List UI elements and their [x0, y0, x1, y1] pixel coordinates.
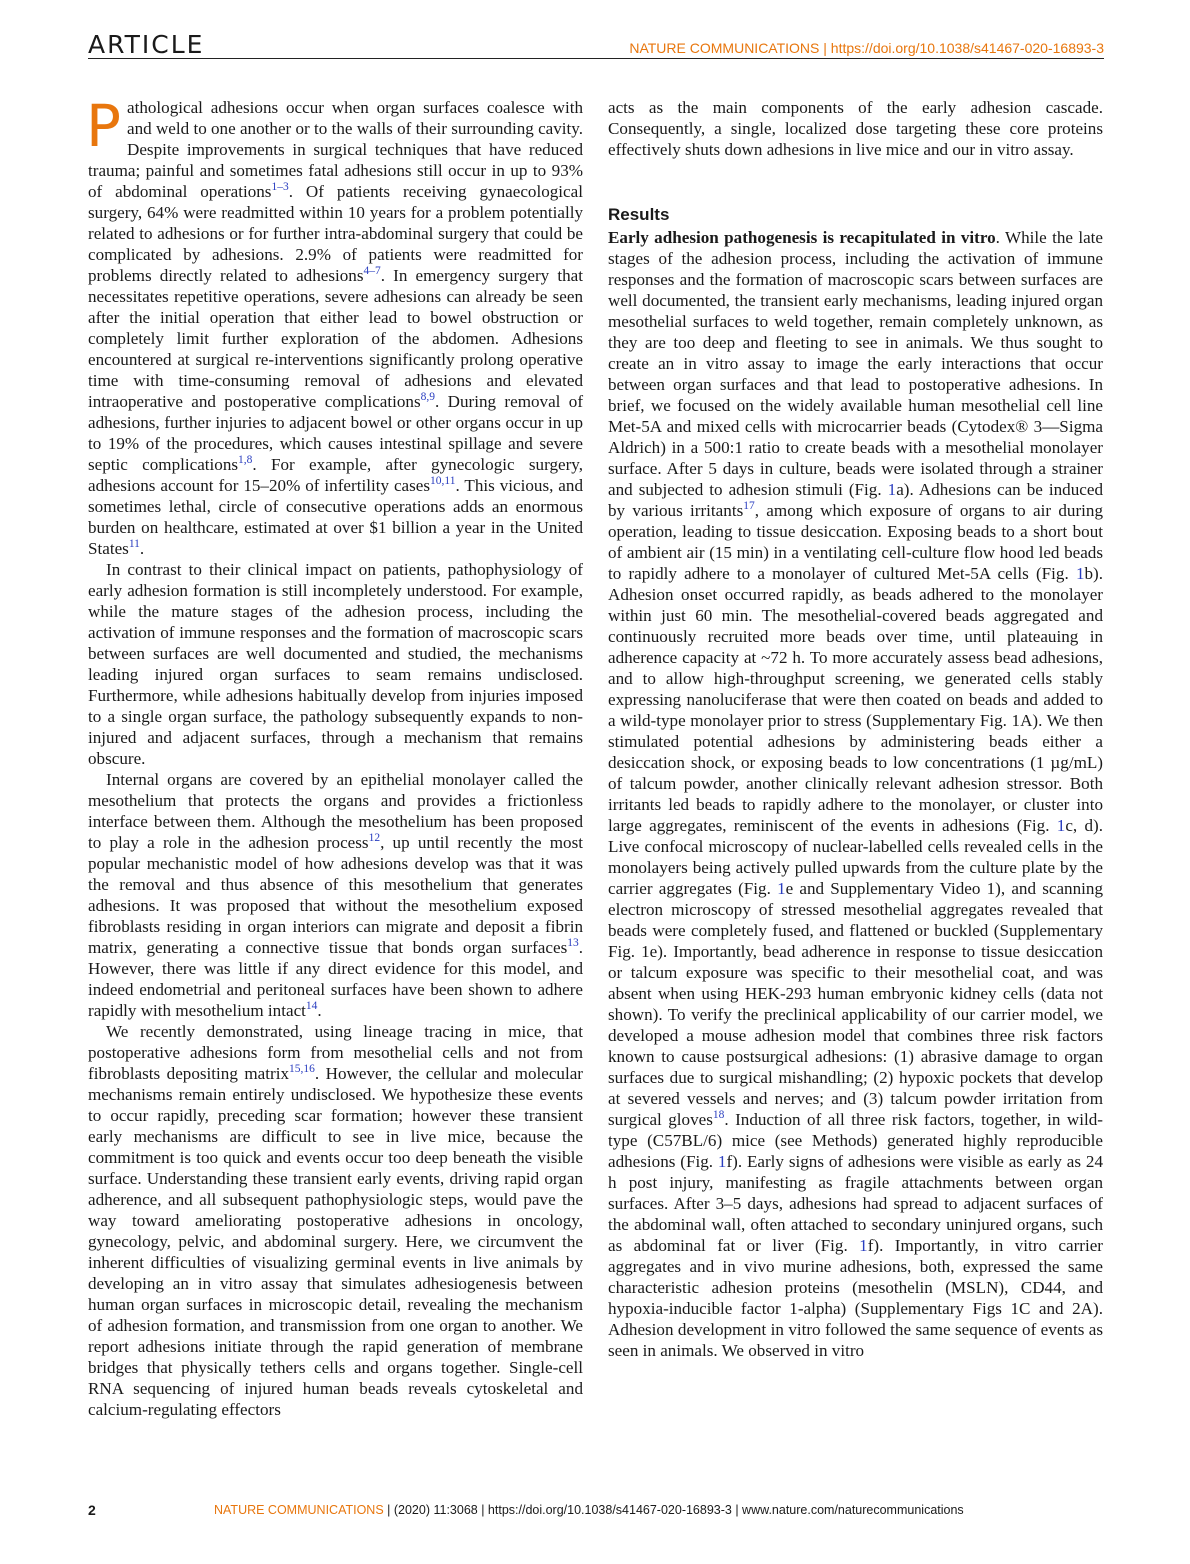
paragraph-text: acts as the main components of the early adhesion cascade. Consequently, a single, localized dose targeting these core proteins effectively shuts down adhesions in live mice and our in vitro assay.	[608, 98, 1103, 159]
paragraph-text: . However, the cellular and molecular mechanisms remain entirely undisclosed. We hypothesize these events to occur rapidly, preceding scar formation; however these transient early mechanisms are difficult to see in live mice, because the commitment is too quick and events occur too deep beneath the visible surface. Understanding these transient early events, driving rapid organ adherence, and all subsequent pathophysiologic steps, would pave the way toward ameliorating postoperative adhesions in oncology, gynecology, pelvic, and abdominal surgery. Here, we circumvent the inherent difficulties of visualizing germinal events in live animals by developing an in vitro assay that simulates adhesiogenesis between human organ surfaces in microscopic detail, revealing the mechanism of adhesion formation, and transmission from one organ to another. We report adhesions initiate through the rapid generation of membrane bridges that physically tethers cells and organs together. Single-cell RNA sequencing of injured human beads reveals cytoskeletal and calcium-regulating effectors	[88, 1064, 583, 1419]
paragraph-text: e and Supplementary Video 1), and scanning electron microscopy of stressed mesothelial aggregates revealed that beads were completely fused, and flattened or buckled (Supplementary Fig. 1e). Importantly, bead adherence in response to tissue desiccation or talcum exposure was specific to their mesothelial coat, and was absent when using HEK-293 human embryonic kidney cells (data not shown). To verify the preclinical applicability of our carrier model, we developed a mouse adhesion model that combines three risk factors known to cause postsurgical adhesions: (1) abrasive damage to organ surfaces due to surgical mishandling; (2) hypoxic pockets that develop at severed vessels and nerves; and (3) talcum powder irritation from surgical gloves	[608, 879, 1103, 1129]
figure-link[interactable]: 1	[777, 879, 786, 898]
figure-link[interactable]: 1	[1075, 564, 1085, 583]
citation-link[interactable]: 1–3	[271, 181, 289, 193]
figure-link[interactable]: 1	[859, 1236, 868, 1255]
citation-link[interactable]: 13	[567, 937, 579, 949]
journal-doi-header[interactable]: NATURE COMMUNICATIONS | https://doi.org/10.1038/s41467-020-16893-3	[629, 40, 1104, 56]
paragraph-mesothelium	[88, 769, 583, 1021]
paragraph-text: Internal organs are covered by an epithelial monolayer called the mesothelium that protects the organs and provides a frictionless interface between them. Although the mesothelium has been proposed to play a role in the adhesion process	[88, 770, 583, 852]
section-heading-results: Results	[608, 205, 670, 224]
footer-citation-text[interactable]: | (2020) 11:3068 | https://doi.org/10.1038/s41467-020-16893-3 | www.nature.com/naturecommunications	[383, 1503, 964, 1517]
paragraph-text: . However, there was little if any direct evidence for this model, and indeed endometrial and peritoneal surfaces have been shown to adhere rapidly with mesothelium intact	[88, 938, 583, 1020]
drop-cap: P	[86, 92, 121, 160]
figure-link[interactable]: 1	[887, 480, 897, 499]
citation-link[interactable]: 17	[743, 500, 755, 512]
paragraph-text: f). Early signs of adhesions were visible as early as 24 h post injury, manifesting as fragile attachments between organ surfaces. After 3–5 days, adhesions had spread to adjacent surfaces of the abdominal wall, often attached to secondary uninjured organs, such as abdominal fat or liver (Fig.	[608, 1152, 1103, 1255]
citation-link[interactable]: 1,8	[238, 454, 253, 466]
paragraph-text: f). Importantly, in vitro carrier aggregates and in vivo murine adhesions, both, expressed the same characteristic adhesion proteins (mesothelin (MSLN), CD44, and hypoxia-inducible factor 1-alpha) (Supplementary Figs 1C and 2A). Adhesion development in vitro followed the same sequence of events as seen in animals. We observed in vitro	[608, 1236, 1103, 1360]
citation-link[interactable]: 4–7	[363, 265, 381, 277]
left-column	[86, 92, 584, 1420]
paragraph-text: , up until recently the most popular mechanistic model of how adhesions develop was that it was the removal and thus absence of this mesothelium that generates adhesions. It was proposed that without the mesothelium exposed fibroblasts residing in organ interiors can migrate and deposit a fibrin matrix, generating a connective tissue that bonds organ surfaces	[88, 833, 583, 957]
citation-link[interactable]: 12	[368, 832, 381, 844]
right-column	[608, 97, 1103, 1361]
paragraph-text: a). Adhesions can be induced by various irritants	[608, 480, 1103, 520]
citation-link[interactable]: 10,11	[430, 475, 456, 487]
figure-link[interactable]: 1	[717, 1152, 727, 1171]
citation-link[interactable]: 14	[305, 1000, 318, 1012]
subsection-heading: Early adhesion pathogenesis is recapitulated in vitro	[608, 228, 996, 247]
paragraph-text: We recently demonstrated, using lineage tracing in mice, that postoperative adhesions form from mesothelial cells and not from fibroblasts depositing matrix	[88, 1022, 583, 1083]
paragraph-text: b). Adhesion onset occurred rapidly, as beads adhered to the monolayer within just 60 min. The mesothelial-covered beads aggregated and continuously recruited more beads over time, until plateauing in adherence capacity at ~72 h. To more accurately assess bead adhesions, and to allow high-throughput screening, we generated cells stably expressing nanoluciferase that were then coated on beads and added to a wild-type monolayer prior to stress (Supplementary Fig. 1A). We then stimulated potential adhesions by administering beads either a desiccation shock, or exposing beads to low concentrations (1 µg/mL) of talcum powder, another clinically relevant adhesion stressor. Both irritants led beads to rapidly adhere to the monolayer, or cluster into large aggregates, reminiscent of the events in adhesions (Fig.	[608, 564, 1103, 835]
footer-citation	[214, 1503, 964, 1517]
paragraph-results	[608, 227, 1103, 1361]
paragraph-continuation	[608, 97, 1103, 160]
paragraph-text: . Of patients receiving gynaecological surgery, 64% were readmitted within 10 years for a problem potentially related to adhesions or for further intra-abdominal surgery that could be complicated by adhesions. 2.9% of patients were readmitted for problems directly related to adhesions	[88, 182, 583, 285]
paragraph-text: .	[317, 1001, 322, 1020]
paragraph-text: . While the late stages of the adhesion process, including the activation of immune responses and the formation of macroscopic scars between surfaces are well documented, the transient early mechanisms, leading injured organ mesothelial surfaces to weld together, remain completely unknown, as they are too deep and fleeting to see in animals. We thus sought to create an in vitro assay to image the early interactions that occur between organ surfaces and that lead to postoperative adhesions. In brief, we focused on the widely available human mesothelial cell line Met-5A and mixed cells with microcarrier beads (Cytodex® 3—Sigma Aldrich) in a 500:1 ratio to create beads with a mesothelial monolayer surface. After 5 days in culture, beads were isolated through a strainer and subjected to adhesion stimuli (Fig.	[608, 228, 1104, 499]
header-rule	[88, 58, 1104, 59]
paragraph-intro	[86, 92, 584, 559]
paragraph-text: , among which exposure of organs to air during operation, leading to tissue desiccation. Exposing beads to a short bout of ambient air (15 min) in a ventilating cell-culture flow hood led beads to rapidly adhere to a monolayer of cultured Met-5A cells (Fig.	[608, 501, 1103, 583]
paragraph-text: In contrast to their clinical impact on patients, pathophysiology of early adhesion formation is still incompletely understood. For example, while the mature stages of the adhesion process, including the activation of immune responses and the formation of macroscopic scars between surfaces are well documented and studied, the mechanisms leading injured organ surfaces to seam remains undisclosed. Furthermore, while adhesions habitually develop from injuries imposed to a single organ surface, the pathology subsequently expands to non-injured and adjacent surfaces, through a mechanism that remains obscure.	[88, 560, 583, 768]
paragraph-text: athological adhesions occur when organ surfaces coalesce with and weld to one another or to the walls of their surrounding cavity. Despite improvements in surgical techniques that have reduced trauma; painful and sometimes fatal adhesions still occur in up to 93% of abdominal operations	[88, 98, 584, 201]
figure-link[interactable]: 1	[1056, 816, 1066, 835]
paragraph-text: . This vicious, and sometimes lethal, circle of consecutive operations adds an enormous burden on healthcare, estimated at over $1 billion a year in the United States	[88, 476, 583, 558]
paragraph-lineage	[88, 1021, 583, 1420]
page-number: 2	[88, 1502, 96, 1518]
citation-link[interactable]: 18	[712, 1109, 725, 1121]
citation-link[interactable]: 8,9	[420, 391, 436, 403]
paragraph-text: . Induction of all three risk factors, together, in wild-type (C57BL/6) mice (see Methods) generated highly reproducible adhesions (Fig.	[608, 1110, 1103, 1171]
paragraph-text: . For example, after gynecologic surgery, adhesions account for 15–20% of infertility cases	[88, 455, 583, 495]
paragraph-text: c, d). Live confocal microscopy of nuclear-labelled cells revealed cells in the monolayers being actively pulled upwards from the culture plate by the carrier aggregates (Fig.	[608, 816, 1104, 898]
paragraph-text: .	[139, 539, 145, 558]
citation-link[interactable]: 15,16	[289, 1063, 315, 1075]
paragraph-text: . During removal of adhesions, further injuries to adjacent bowel or other organs occur in up to 19% of the procedures, which causes intestinal spillage and severe septic complications	[88, 392, 584, 474]
paragraph-text: . In emergency surgery that necessitates repetitive operations, severe adhesions can already be seen after the initial operation that either lead to bowel obstruction or completely limit further exploration of the abdomen. Adhesions encountered at surgical re-interventions significantly prolong operative time with time-consuming removal of adhesions and elevated intraoperative and postoperative complications	[88, 266, 583, 411]
article-label: ARTICLE	[88, 30, 205, 59]
paragraph-pathophysiology	[88, 559, 583, 769]
footer-journal-name: NATURE COMMUNICATIONS	[214, 1503, 384, 1517]
citation-link[interactable]: 11	[128, 538, 140, 550]
